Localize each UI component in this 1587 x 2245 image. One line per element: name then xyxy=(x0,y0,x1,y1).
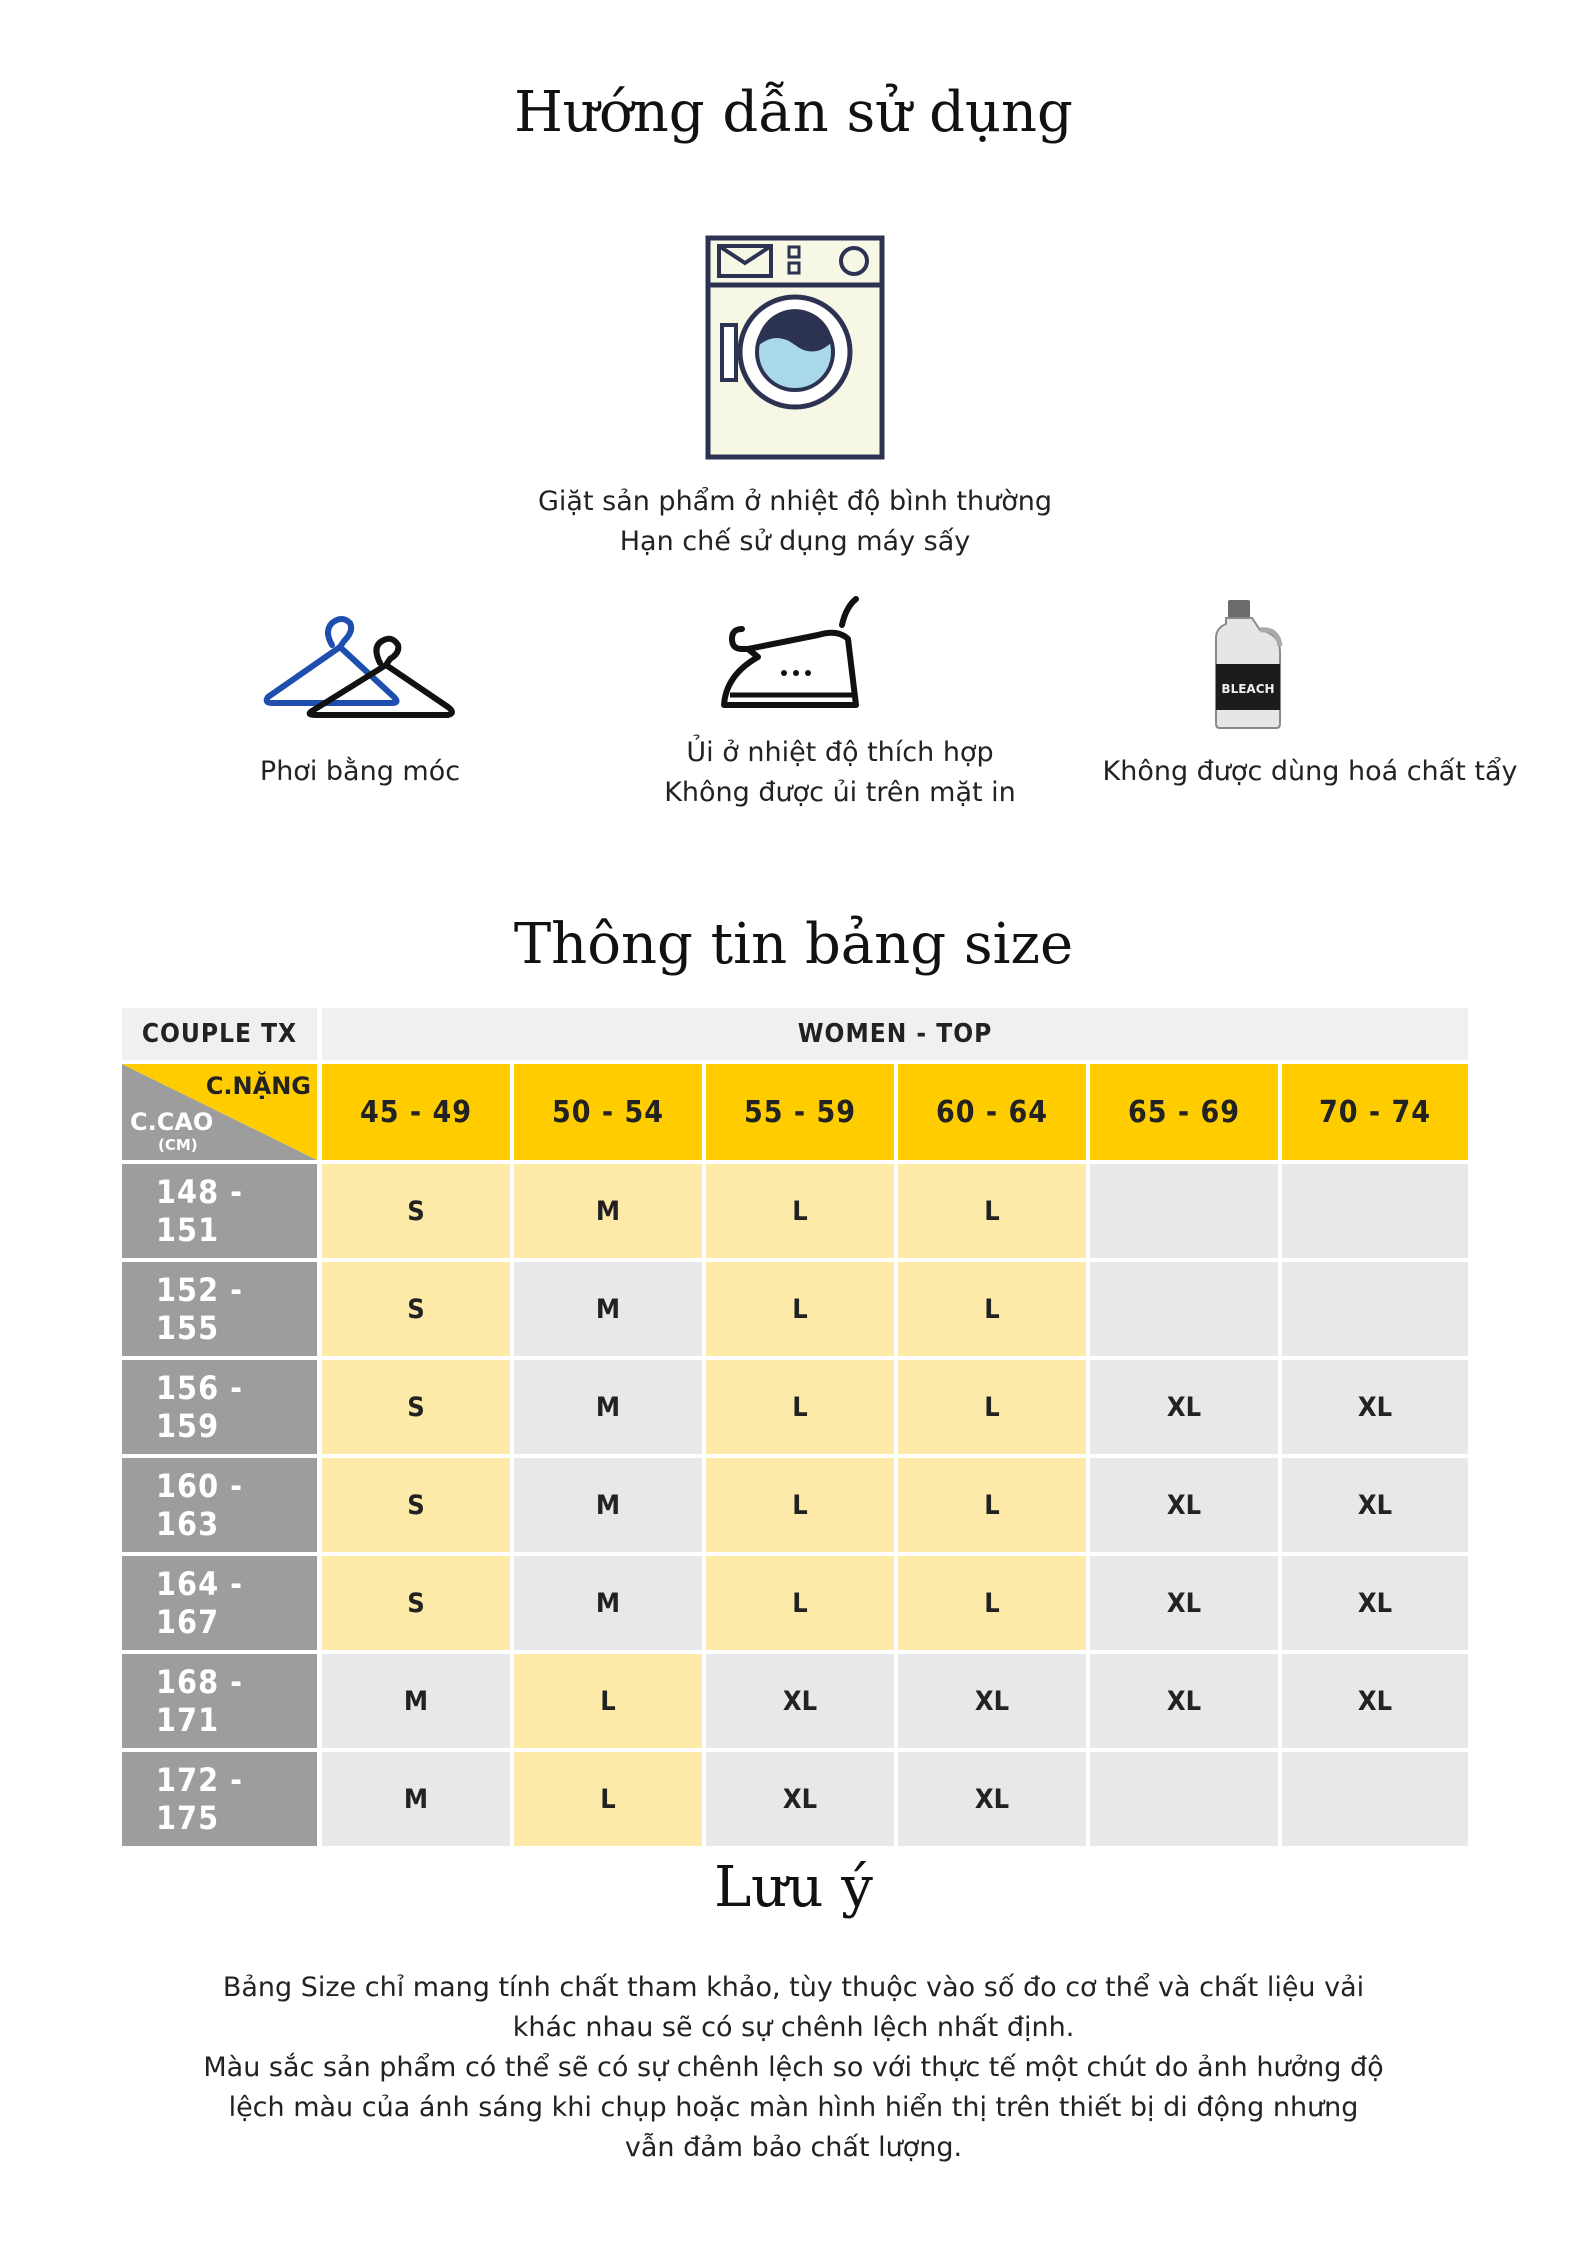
size-cell: S xyxy=(322,1458,510,1552)
size-cell xyxy=(1282,1262,1468,1356)
size-cell: L xyxy=(706,1556,894,1650)
size-cell: L xyxy=(898,1164,1086,1258)
height-range-cell: 160 - 163 xyxy=(122,1458,317,1552)
size-cell: M xyxy=(514,1360,702,1454)
size-cell: S xyxy=(322,1360,510,1454)
weight-range-header: 70 - 74 xyxy=(1282,1064,1468,1160)
size-cell: S xyxy=(322,1262,510,1356)
size-cell: L xyxy=(706,1458,894,1552)
height-range-cell: 152 - 155 xyxy=(122,1262,317,1356)
note-line-4: lệch màu của ánh sáng khi chụp hoặc màn hình hiển thị trên thiết bị di động nhưng xyxy=(228,2092,1359,2123)
size-cell: L xyxy=(514,1752,702,1846)
bleach-bottle-text: BLEACH xyxy=(1221,682,1275,696)
size-cell: L xyxy=(706,1360,894,1454)
note-line-2: khác nhau sẽ có sự chênh lệch nhất định. xyxy=(512,2012,1075,2043)
size-cell xyxy=(1090,1164,1278,1258)
size-cell: M xyxy=(514,1164,702,1258)
weight-range-header: 65 - 69 xyxy=(1090,1064,1278,1160)
size-cell: S xyxy=(322,1164,510,1258)
usage-title: Hướng dẫn sử dụng xyxy=(514,80,1073,145)
height-range-cell: 172 - 175 xyxy=(122,1752,317,1846)
wash-caption-line2: Hạn chế sử dụng máy sấy xyxy=(619,526,971,557)
weight-range-header: 45 - 49 xyxy=(322,1064,510,1160)
table-header-label: WOMEN - TOP xyxy=(322,1008,1468,1060)
height-range-cell: 164 - 167 xyxy=(122,1556,317,1650)
size-table-title: Thông tin bảng size xyxy=(513,912,1074,977)
size-cell: M xyxy=(322,1752,510,1846)
height-range-cell: 168 - 171 xyxy=(122,1654,317,1748)
note-line-5: vẫn đảm bảo chất lượng. xyxy=(624,2132,963,2163)
size-cell: XL xyxy=(1090,1556,1278,1650)
size-cell: XL xyxy=(1090,1458,1278,1552)
size-cell: M xyxy=(322,1654,510,1748)
size-cell: XL xyxy=(1090,1654,1278,1748)
note-line-3: Màu sắc sản phẩm có thể sẽ có sự chênh lệch so với thực tế một chút do ảnh hưởng độ xyxy=(203,2052,1384,2083)
size-cell: M xyxy=(514,1556,702,1650)
size-cell: XL xyxy=(1282,1458,1468,1552)
size-cell: L xyxy=(898,1360,1086,1454)
size-cell: XL xyxy=(1282,1654,1468,1748)
size-cell: XL xyxy=(898,1752,1086,1846)
size-cell: XL xyxy=(706,1654,894,1748)
size-cell: L xyxy=(898,1458,1086,1552)
size-cell: XL xyxy=(898,1654,1086,1748)
hang-caption: Phơi bằng móc xyxy=(259,756,461,787)
weight-range-header: 60 - 64 xyxy=(898,1064,1086,1160)
table-axis-corner xyxy=(122,1064,317,1160)
iron-caption-line2: Không được ủi trên mặt in xyxy=(664,777,1016,808)
height-range-cell: 148 - 151 xyxy=(122,1164,317,1258)
table-corner-label: COUPLE TX xyxy=(122,1008,317,1060)
note-line-1: Bảng Size chỉ mang tính chất tham khảo, tùy thuộc vào số đo cơ thể và chất liệu vải xyxy=(222,1972,1365,2003)
size-cell: L xyxy=(898,1556,1086,1650)
size-cell: XL xyxy=(1282,1360,1468,1454)
size-cell xyxy=(1282,1752,1468,1846)
height-axis-label: C.CAO xyxy=(130,1108,214,1136)
wash-caption-line1: Giặt sản phẩm ở nhiệt độ bình thường xyxy=(537,486,1052,517)
size-cell: M xyxy=(514,1262,702,1356)
height-axis-unit: (CM) xyxy=(158,1136,198,1154)
size-cell: XL xyxy=(1282,1556,1468,1650)
bleach-caption: Không được dùng hoá chất tẩy xyxy=(1102,756,1518,787)
size-cell xyxy=(1282,1164,1468,1258)
size-cell: L xyxy=(898,1262,1086,1356)
size-cell: S xyxy=(322,1556,510,1650)
size-cell: XL xyxy=(706,1752,894,1846)
weight-range-header: 50 - 54 xyxy=(514,1064,702,1160)
size-cell: L xyxy=(706,1164,894,1258)
height-range-cell: 156 - 159 xyxy=(122,1360,317,1454)
iron-caption-line1: Ủi ở nhiệt độ thích hợp xyxy=(686,737,994,768)
weight-axis-label: C.NẶNG xyxy=(205,1072,311,1100)
notes-title: Lưu ý xyxy=(714,1855,873,1920)
size-cell: M xyxy=(514,1458,702,1552)
size-cell xyxy=(1090,1262,1278,1356)
size-cell: XL xyxy=(1090,1360,1278,1454)
size-cell: L xyxy=(514,1654,702,1748)
size-cell xyxy=(1090,1752,1278,1846)
size-cell: L xyxy=(706,1262,894,1356)
weight-range-header: 55 - 59 xyxy=(706,1064,894,1160)
